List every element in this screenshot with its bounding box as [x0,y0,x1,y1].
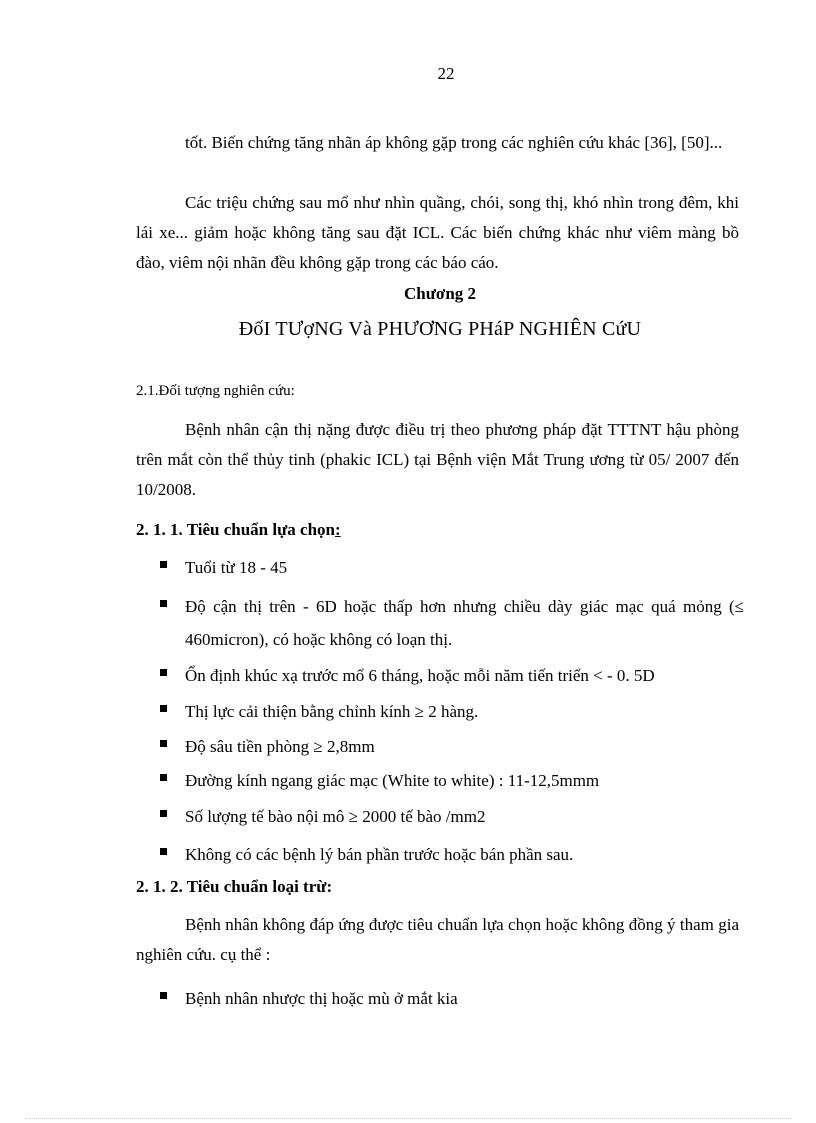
bullet-square-icon [160,669,167,676]
list-item-text: Số lượng tế bào nội mô ≥ 2000 tế bào /mm2 [185,807,486,826]
bullet-square-icon [160,600,167,607]
list-item [160,764,744,797]
list-item [160,695,744,728]
chapter-label: Chương 2 [403,284,477,303]
list-item-text: Ổn định khúc xạ trước mổ 6 tháng, hoặc mỗi năm tiến triển < - 0. 5D [185,666,655,685]
list-item [160,800,744,833]
bullet-square-icon [160,705,167,712]
footer-divider [25,1118,791,1119]
list-item-text: Bệnh nhân nhược thị hoặc mù ở mắt kia [185,989,458,1008]
list-item-text: Đường kính ngang giác mạc (White to white) : 11-12,5mmm [185,771,600,790]
list-item-text: Độ cận thị trên - 6D hoặc thấp hơn nhưng chiều dày giác mạc quá mỏng (≤ 460micron), có hoặc không có loạn thị. [185,597,744,649]
page-number: 22 [437,64,455,83]
criteria-selection-heading-text: 2. 1. 1. Tiêu chuẩn lựa chọn [136,520,335,539]
bullet-square-icon [160,848,167,855]
criteria-exclusion-heading: 2. 1. 2. Tiêu chuẩn loại trừ: [136,877,333,896]
bullet-square-icon [160,740,167,747]
list-item [160,730,744,763]
criteria-selection-heading-colon: : [335,520,341,539]
list-item-text: Không có các bệnh lý bán phần trước hoặc bán phần sau. [185,845,574,864]
list-item-text: Tuổi từ 18 - 45 [185,558,288,577]
bullet-square-icon [160,561,167,568]
exclusion-paragraph: Bệnh nhân không đáp ứng được tiêu chuẩn lựa chọn hoặc không đồng ý tham gia nghiên cứu. cụ thể : [136,915,739,964]
bullet-square-icon [160,810,167,817]
intro-paragraph-2: Các triệu chứng sau mổ như nhìn quầng, chói, song thị, khó nhìn trong đêm, khi lái xe... giảm hoặc không tăng sau đặt ICL. Các biến chứng khác như viêm màng bồ đào, viêm nội nhãn đều không gặp trong các báo cáo. [136,193,739,272]
bullet-square-icon [160,774,167,781]
list-item [160,659,744,692]
criteria-selection-heading [136,520,341,540]
list-item [160,590,744,656]
bullet-square-icon [160,992,167,999]
list-item [160,982,744,1015]
section-heading: 2.1.Đối tượng nghiên cứu: [136,383,295,399]
list-item-text: Độ sâu tiền phòng ≥ 2,8mm [185,737,375,756]
section-paragraph: Bệnh nhân cận thị nặng được điều trị theo phương pháp đặt TTTNT hậu phòng trên mắt còn thể thủy tinh (phakic ICL) tại Bệnh viện Mắt Trung ương từ 05/ 2007 đến 10/2008. [136,420,739,499]
list-item-text: Thị lực cải thiện bằng chỉnh kính ≥ 2 hàng. [185,702,479,721]
chapter-title: ĐốI TƯợNG Và PHƯƠNG PHáP NGHIÊN CứU [238,318,642,340]
list-item [160,838,744,871]
list-item [160,551,744,584]
intro-paragraph-1: tốt. Biến chứng tăng nhãn áp không gặp trong các nghiên cứu khác [36], [50]... [185,133,723,152]
